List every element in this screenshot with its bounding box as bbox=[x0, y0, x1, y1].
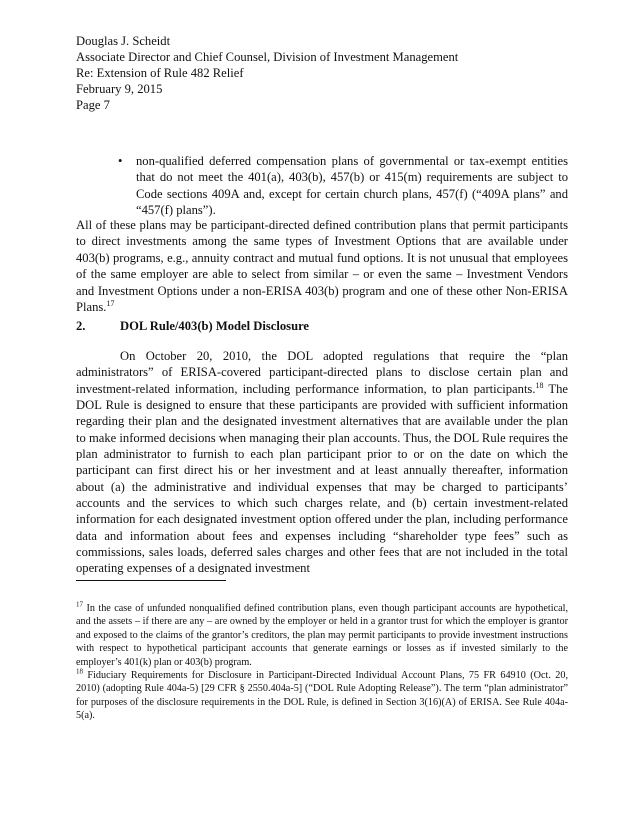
footnote-18 bbox=[76, 669, 568, 723]
recipient-title: Associate Director and Chief Counsel, Division of Investment Management bbox=[76, 50, 459, 64]
section-number: 2. bbox=[76, 319, 86, 333]
footnote-text: In the case of unfunded nonqualified defined contribution plans, even though participant accounts are hypothetical, and the assets – if there are any – are owned by the employer or held in a grantor trust for which the employer is grantor and exposed to the claims of the grantor’s creditors, the plan may permit participants to provide investment instructions with respect to hypothetical participant accounts that generate earnings or losses as if invested similarly to the employer’s 401(k) plan or 403(b) program. bbox=[76, 603, 568, 668]
paragraph-plans-text: All of these plans may be participant-directed defined contribution plans that permit participants to direct investments among the same types of Investment Options that are available under 403(b) programs, e.g., annuity contract and mutual fund options. It is not unusual that employees of the same employer are able to select from similar – or even the same – Investment Vendors and Investment Options under a non-ERISA 403(b) program and one of these other Non-ERISA Plans. bbox=[76, 218, 568, 315]
footnote-number: 17 bbox=[76, 600, 83, 609]
paragraph-plans bbox=[76, 217, 568, 315]
paragraph-dol-rule-text-b: The DOL Rule is designed to ensure that these participants are provided with sufficient information regarding their plan and the designated investment alternatives that are available under the plan to make informed decisions when managing their plan accounts. Thus, the DOL Rule requires the plan administrator to furnish to each plan participant prior to or on the date on which the participant can first direct his or her investment and at least annually thereafter, information about (a) the administrative and individual expenses that may be charged to participants’ accounts and the services to which such charges relate, and (b) certain investment-related information for each designated investment option offered under the plan, including performance data and information about fees and expenses including “shareholder type fees” such as commissions, sales loads, deferred sales charges and other fees that are not included in the total operating expenses of a designated investment bbox=[76, 381, 568, 576]
letter-date: February 9, 2015 bbox=[76, 82, 163, 96]
paragraph-dol-rule-text-a: On October 20, 2010, the DOL adopted regulations that require the “plan administrators” of ERISA-covered participant-directed plans to disclose certain plan and investment-related information, including performance information, to plan participants. bbox=[76, 349, 568, 396]
section-heading bbox=[76, 319, 309, 334]
footnote-ref-17[interactable]: 17 bbox=[106, 298, 115, 308]
footnote-text: Fiduciary Requirements for Disclosure in Participant-Directed Individual Account Plans, 75 FR 64910 (Oct. 20, 2010) (adopting Rule 404a-5) [29 CFR § 2550.404a-5] (“DOL Rule Adopting Release”). The term “plan administrator” for purposes of the disclosure requirements in the DOL Rule, is defined in Section 3(16)(A) of ERISA. See Rule 404a-5(a). bbox=[76, 670, 568, 722]
subject-line: Re: Extension of Rule 482 Relief bbox=[76, 66, 244, 80]
letter-header bbox=[76, 33, 458, 113]
bullet-icon: • bbox=[118, 154, 123, 168]
footnote-number: 18 bbox=[76, 667, 83, 676]
footnote-17 bbox=[76, 602, 568, 669]
section-title: DOL Rule/403(b) Model Disclosure bbox=[120, 319, 310, 333]
footnote-divider bbox=[76, 580, 226, 581]
bullet-text: non-qualified deferred compensation plans of governmental or tax-exempt entities that do not meet the 401(a), 403(b), 457(b) or 415(m) requirements are subject to Code sections 409A and, except for certain church plans, 457(f) (“409A plans” and “457(f) plans”). bbox=[136, 154, 568, 217]
page-number: Page 7 bbox=[76, 98, 110, 112]
footnote-ref-18[interactable]: 18 bbox=[535, 380, 544, 390]
bullet-item bbox=[76, 153, 568, 218]
recipient-name: Douglas J. Scheidt bbox=[76, 34, 171, 48]
paragraph-dol-rule bbox=[76, 348, 568, 577]
